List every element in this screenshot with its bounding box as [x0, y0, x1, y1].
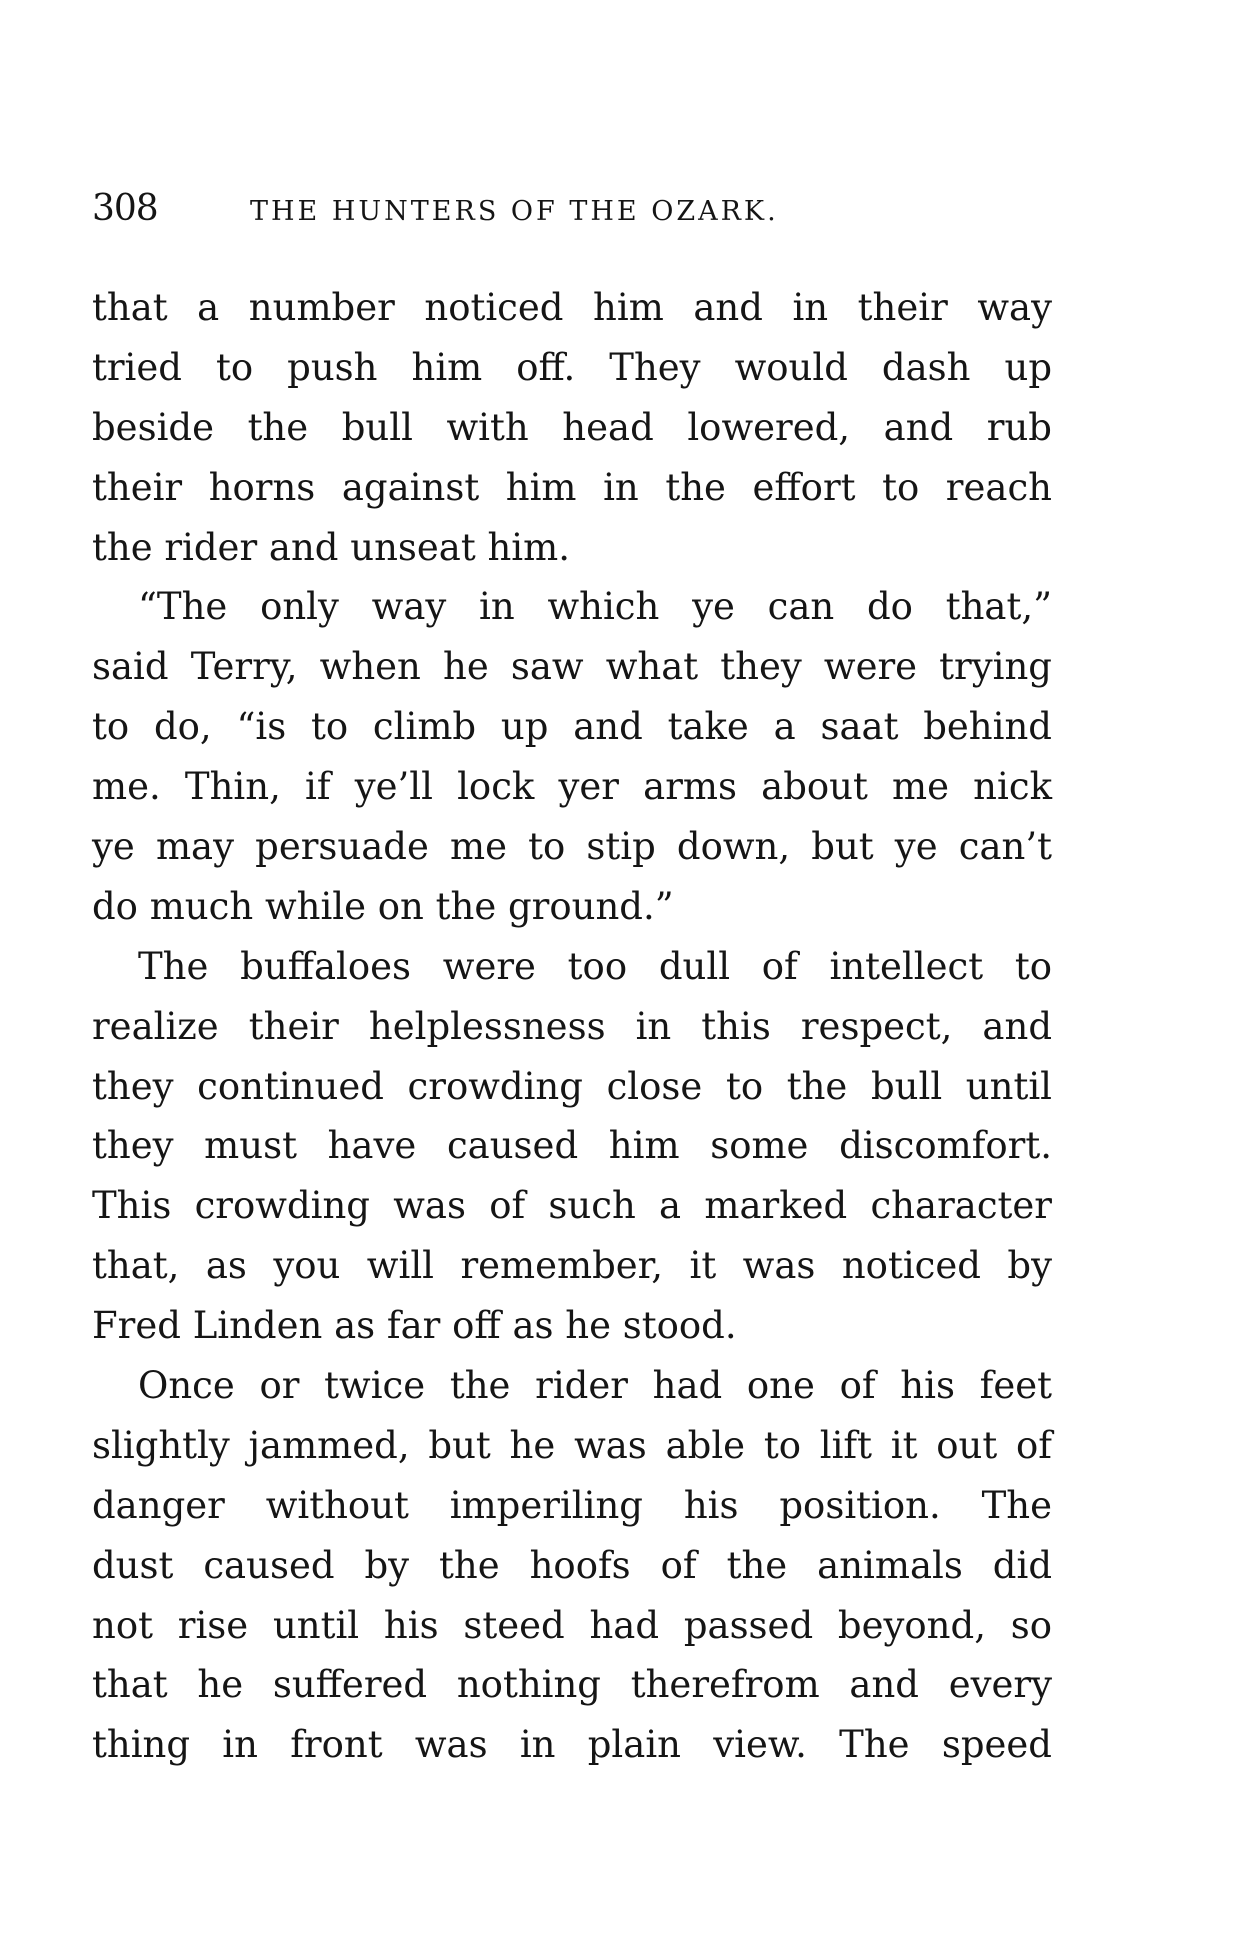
- text-line: dust caused by the hoofs of the animals did: [92, 1543, 1052, 1587]
- text-line: to do, “is to climb up and take a saat behind: [92, 705, 1052, 749]
- text-line: Once or twice the rider had one of his feet: [138, 1364, 1052, 1408]
- text-line: thing in front was in plain view. The speed: [92, 1723, 1052, 1767]
- text-line: realize their helplessness in this respect, and: [92, 1004, 1052, 1048]
- text-line: do much while on the ground.”: [92, 884, 674, 928]
- text-line: slightly jammed, but he was able to lift it out of: [92, 1423, 1052, 1467]
- paragraph-2: [92, 577, 1052, 936]
- body-text: [92, 278, 1052, 1775]
- page-number: 308: [92, 188, 158, 229]
- running-head: [92, 186, 1052, 236]
- text-line: This crowding was of such a marked character: [92, 1184, 1052, 1228]
- text-line: tried to push him off. They would dash up: [92, 345, 1052, 389]
- text-line: me. Thin, if ye’ll lock yer arms about me nick: [92, 765, 1052, 809]
- text-line: their horns against him in the effort to reach: [92, 465, 1052, 509]
- text-line: that he suffered nothing therefrom and every: [92, 1663, 1052, 1707]
- text-line: danger without imperiling his position. The: [92, 1483, 1052, 1527]
- text-line: that, as you will remember, it was noticed by: [92, 1244, 1052, 1288]
- text-line: beside the bull with head lowered, and rub: [92, 405, 1052, 449]
- text-line: The buffaloes were too dull of intellect to: [138, 944, 1052, 988]
- running-title: THE HUNTERS OF THE OZARK.: [250, 196, 779, 227]
- paragraph-3: [92, 937, 1052, 1356]
- text-line: said Terry, when he saw what they were trying: [92, 645, 1052, 689]
- text-line: not rise until his steed had passed beyond, so: [92, 1603, 1052, 1647]
- paragraph-1: [92, 278, 1052, 577]
- text-line: that a number noticed him and in their way: [92, 286, 1052, 329]
- text-line: they continued crowding close to the bull until: [92, 1064, 1052, 1108]
- text-line: they must have caused him some discomfort.: [92, 1124, 1052, 1168]
- paragraph-4: [92, 1356, 1052, 1775]
- text-line: ye may persuade me to stip down, but ye can’t: [92, 825, 1052, 869]
- text-line: the rider and unseat him.: [92, 525, 570, 569]
- text-line: Fred Linden as far off as he stood.: [92, 1304, 737, 1348]
- text-line: “The only way in which ye can do that,”: [138, 585, 1052, 629]
